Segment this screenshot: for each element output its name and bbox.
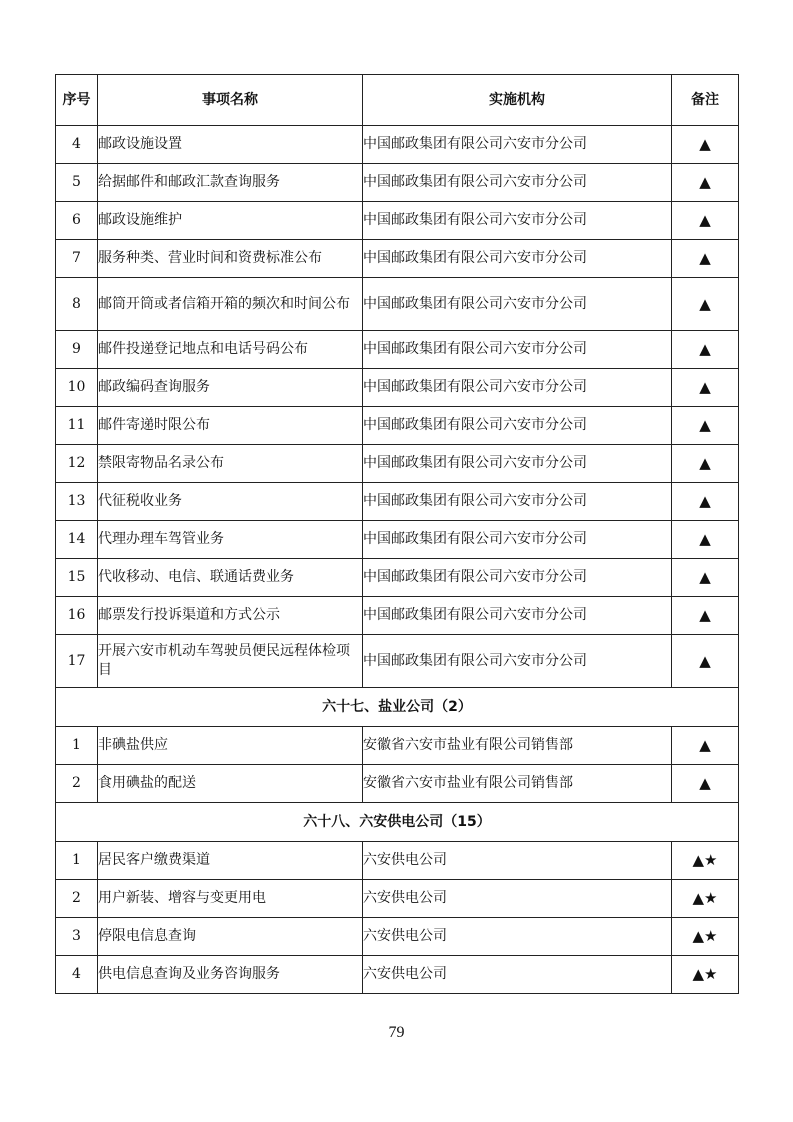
agency-cell: 中国邮政集团有限公司六安市分公司: [363, 597, 672, 635]
table-row: [56, 521, 739, 559]
agency-cell: 六安供电公司: [363, 918, 672, 956]
table-body: [56, 126, 739, 994]
table-row: [56, 765, 739, 803]
table-header-row: [56, 75, 739, 126]
item-name-cell: 给据邮件和邮政汇款查询服务: [98, 164, 363, 202]
agency-cell: 六安供电公司: [363, 880, 672, 918]
table-row: [56, 202, 739, 240]
remarks-cell: ▲: [672, 727, 739, 765]
item-name-cell: 代理办理车驾管业务: [98, 521, 363, 559]
serial-number-cell: 15: [56, 559, 98, 597]
item-name-cell: 邮票发行投诉渠道和方式公示: [98, 597, 363, 635]
serial-number-cell: 9: [56, 331, 98, 369]
services-table: [55, 74, 739, 994]
table-row: [56, 597, 739, 635]
serial-number-cell: 7: [56, 240, 98, 278]
table-row: [56, 727, 739, 765]
item-name-cell: 开展六安市机动车驾驶员便民远程体检项目: [98, 635, 363, 688]
item-name-cell: 非碘盐供应: [98, 727, 363, 765]
item-name-cell: 邮政编码查询服务: [98, 369, 363, 407]
item-name-cell: 邮政设施维护: [98, 202, 363, 240]
item-name-cell: 邮政设施设置: [98, 126, 363, 164]
table-row: [56, 407, 739, 445]
remarks-cell: ▲: [672, 597, 739, 635]
item-name-cell: 用户新装、增容与变更用电: [98, 880, 363, 918]
header-remarks: 备注: [672, 75, 739, 126]
agency-cell: 中国邮政集团有限公司六安市分公司: [363, 126, 672, 164]
item-name-cell: 禁限寄物品名录公布: [98, 445, 363, 483]
agency-cell: 中国邮政集团有限公司六安市分公司: [363, 331, 672, 369]
item-name-cell: 供电信息查询及业务咨询服务: [98, 956, 363, 994]
remarks-cell: ▲: [672, 445, 739, 483]
agency-cell: 中国邮政集团有限公司六安市分公司: [363, 483, 672, 521]
agency-cell: 中国邮政集团有限公司六安市分公司: [363, 164, 672, 202]
serial-number-cell: 4: [56, 126, 98, 164]
item-name-cell: 居民客户缴费渠道: [98, 842, 363, 880]
agency-cell: 中国邮政集团有限公司六安市分公司: [363, 445, 672, 483]
serial-number-cell: 14: [56, 521, 98, 559]
item-name-cell: 邮件投递登记地点和电话号码公布: [98, 331, 363, 369]
serial-number-cell: 8: [56, 278, 98, 331]
item-name-cell: 代收移动、电信、联通话费业务: [98, 559, 363, 597]
serial-number-cell: 1: [56, 727, 98, 765]
section-header-row: [56, 803, 739, 842]
remarks-cell: ▲★: [672, 880, 739, 918]
agency-cell: 安徽省六安市盐业有限公司销售部: [363, 765, 672, 803]
serial-number-cell: 3: [56, 918, 98, 956]
table-row: [56, 445, 739, 483]
table-row: [56, 956, 739, 994]
agency-cell: 六安供电公司: [363, 842, 672, 880]
remarks-cell: ▲: [672, 407, 739, 445]
serial-number-cell: 10: [56, 369, 98, 407]
serial-number-cell: 6: [56, 202, 98, 240]
agency-cell: 中国邮政集团有限公司六安市分公司: [363, 521, 672, 559]
agency-cell: 六安供电公司: [363, 956, 672, 994]
header-serial-number: 序号: [56, 75, 98, 126]
remarks-cell: ▲: [672, 202, 739, 240]
section-title: 六十八、六安供电公司（15）: [56, 803, 739, 842]
item-name-cell: 服务种类、营业时间和资费标准公布: [98, 240, 363, 278]
table-row: [56, 369, 739, 407]
table-row: [56, 240, 739, 278]
serial-number-cell: 16: [56, 597, 98, 635]
header-implementing-agency: 实施机构: [363, 75, 672, 126]
section-title: 六十七、盐业公司（2）: [56, 688, 739, 727]
remarks-cell: ▲: [672, 278, 739, 331]
agency-cell: 中国邮政集团有限公司六安市分公司: [363, 278, 672, 331]
remarks-cell: ▲★: [672, 956, 739, 994]
table-row: [56, 483, 739, 521]
item-name-cell: 食用碘盐的配送: [98, 765, 363, 803]
remarks-cell: ▲: [672, 240, 739, 278]
remarks-cell: ▲: [672, 331, 739, 369]
agency-cell: 中国邮政集团有限公司六安市分公司: [363, 407, 672, 445]
item-name-cell: 邮件寄递时限公布: [98, 407, 363, 445]
agency-cell: 中国邮政集团有限公司六安市分公司: [363, 635, 672, 688]
item-name-cell: 代征税收业务: [98, 483, 363, 521]
table-row: [56, 842, 739, 880]
remarks-cell: ▲: [672, 126, 739, 164]
serial-number-cell: 17: [56, 635, 98, 688]
remarks-cell: ▲: [672, 521, 739, 559]
item-name-cell: 停限电信息查询: [98, 918, 363, 956]
table-row: [56, 635, 739, 688]
serial-number-cell: 2: [56, 880, 98, 918]
remarks-cell: ▲★: [672, 842, 739, 880]
serial-number-cell: 13: [56, 483, 98, 521]
table-row: [56, 331, 739, 369]
serial-number-cell: 11: [56, 407, 98, 445]
table-row: [56, 918, 739, 956]
agency-cell: 中国邮政集团有限公司六安市分公司: [363, 369, 672, 407]
remarks-cell: ▲: [672, 765, 739, 803]
table-row: [56, 164, 739, 202]
agency-cell: 中国邮政集团有限公司六安市分公司: [363, 240, 672, 278]
remarks-cell: ▲: [672, 483, 739, 521]
table-row: [56, 880, 739, 918]
table-row: [56, 126, 739, 164]
remarks-cell: ▲★: [672, 918, 739, 956]
remarks-cell: ▲: [672, 559, 739, 597]
page-number: 79: [388, 1024, 405, 1041]
serial-number-cell: 12: [56, 445, 98, 483]
serial-number-cell: 2: [56, 765, 98, 803]
table-row: [56, 278, 739, 331]
serial-number-cell: 1: [56, 842, 98, 880]
table-row: [56, 559, 739, 597]
item-name-cell: 邮筒开筒或者信箱开箱的频次和时间公布: [98, 278, 363, 331]
remarks-cell: ▲: [672, 635, 739, 688]
header-item-name: 事项名称: [98, 75, 363, 126]
serial-number-cell: 4: [56, 956, 98, 994]
remarks-cell: ▲: [672, 369, 739, 407]
agency-cell: 中国邮政集团有限公司六安市分公司: [363, 559, 672, 597]
agency-cell: 安徽省六安市盐业有限公司销售部: [363, 727, 672, 765]
remarks-cell: ▲: [672, 164, 739, 202]
agency-cell: 中国邮政集团有限公司六安市分公司: [363, 202, 672, 240]
section-header-row: [56, 688, 739, 727]
serial-number-cell: 5: [56, 164, 98, 202]
